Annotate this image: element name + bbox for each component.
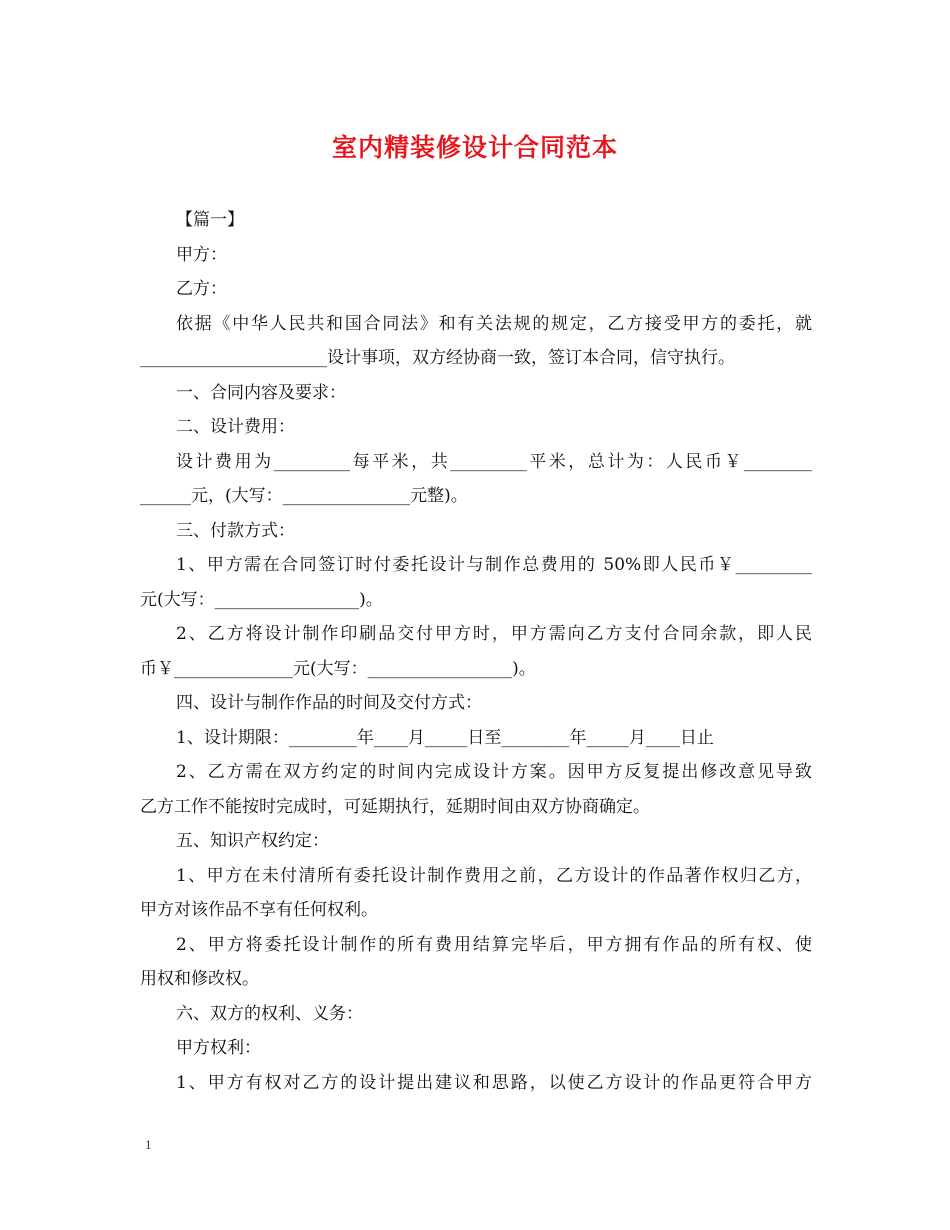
document-title: 室内精装修设计合同范本 <box>331 133 618 162</box>
document-body <box>140 203 812 1100</box>
text-line: 1、甲方需在合同签订时付委托设计与制作总费用的 50%即人民币￥_________ <box>176 555 812 575</box>
text-line: 二、设计费用： <box>176 417 295 437</box>
text-line: 甲方： <box>176 244 227 265</box>
text-line: 币￥______________元(大写：_________________)。 <box>140 658 536 679</box>
text-line: ______________________设计事项，双方经协商一致，签订本合同，信守执行。 <box>140 348 735 368</box>
text-line: 2、乙方需在双方约定的时间内完成设计方案。因甲方反复提出修改意见导致 <box>176 762 812 782</box>
text-line: 乙方工作不能按时完成时，可延期执行，延期时间由双方协商确定。 <box>140 796 650 817</box>
text-line: 一、合同内容及要求： <box>176 382 346 403</box>
text-line: 2、乙方将设计制作印刷品交付甲方时，甲方需向乙方支付合同余款，即人民 <box>176 624 812 644</box>
text-line: 设计费用为_________每平米，共_________平米，总计为：人民币￥________ <box>176 451 812 472</box>
text-line: 1、设计期限：________年____月_____日至________年_____月____日止 <box>176 727 714 748</box>
text-line: 依据《中华人民共和国合同法》和有关法规的规定，乙方接受甲方的委托，就 <box>176 313 812 334</box>
text-line: 元(大写：_________________)。 <box>140 589 383 610</box>
text-line: 六、双方的权利、义务： <box>176 1003 363 1024</box>
text-line: 甲方权利： <box>176 1038 261 1058</box>
text-line: 【篇一】 <box>176 210 244 230</box>
text-line: 三、付款方式： <box>176 520 295 541</box>
text-line: 1、甲方有权对乙方的设计提出建议和思路，以使乙方设计的作品更符合甲方 <box>176 1072 812 1093</box>
text-line: 2、甲方将委托设计制作的所有费用结算完毕后，甲方拥有作品的所有权、使 <box>176 934 812 955</box>
text-line: 甲方对该作品不享有任何权利。 <box>140 900 378 920</box>
text-line: 乙方： <box>176 279 227 299</box>
text-line: 五、知识产权约定： <box>176 831 329 851</box>
page-number: 1 <box>145 1137 152 1152</box>
text-line: ______元，(大写：_______________元整)。 <box>140 486 468 506</box>
text-line: 用权和修改权。 <box>140 969 259 989</box>
text-line: 四、设计与制作作品的时间及交付方式： <box>176 693 482 713</box>
text-line: 1、甲方在未付清所有委托设计制作费用之前，乙方设计的作品著作权归乙方， <box>176 865 812 886</box>
